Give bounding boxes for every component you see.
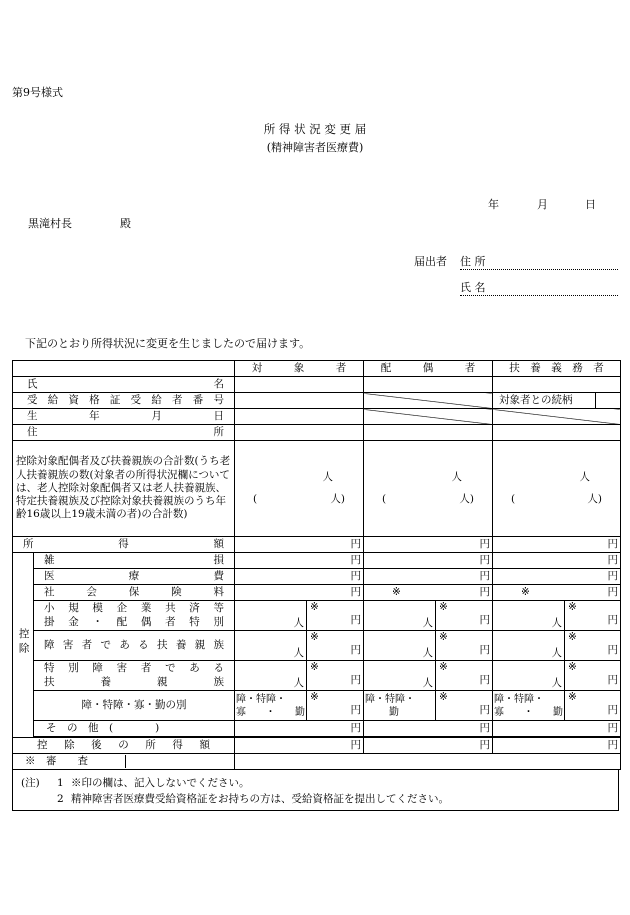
spouse-cert-no-na (364, 393, 493, 409)
supporter-name[interactable] (493, 377, 621, 393)
supporter-other[interactable]: 円 (493, 721, 621, 737)
spouse-paren-open: ( (382, 492, 387, 505)
supporter-social-mark: ※ (521, 585, 530, 598)
spouse-birth-na (364, 409, 493, 425)
date-day: 日 (585, 198, 596, 211)
spouse-social-mark: ※ (392, 585, 401, 598)
supporter-dependents[interactable] (493, 441, 621, 537)
relation-field[interactable] (596, 393, 620, 408)
addressee: 黒滝村長 (28, 217, 72, 230)
name-line[interactable] (460, 295, 618, 296)
note-2: 精神障害者医療費受給資格証をお持ちの方は、受給資格証を提出してください。 (71, 793, 449, 805)
subject-dis-type[interactable]: 障・特障・ 寡 ・ 勤 (235, 691, 307, 721)
spouse-small-biz-count[interactable]: 人 (364, 601, 436, 631)
row-special-dis: 特 別 障 害 者 で あ る 扶 養 親 族 (34, 661, 235, 691)
supporter-dis-amount[interactable]: ※ 円 (565, 691, 621, 721)
supporter-address[interactable] (493, 425, 621, 441)
supporter-dis-type[interactable]: 障・特障・ 寡 ・ 勤 (493, 691, 565, 721)
applicant-address-label: 住 所 (460, 255, 486, 268)
subject-small-biz-amount[interactable]: ※ 円 (307, 601, 364, 631)
note-1-no: 1 (57, 777, 64, 789)
spouse-name[interactable] (364, 377, 493, 393)
spouse-medical[interactable]: 円 (364, 569, 493, 585)
subject-name[interactable] (235, 377, 364, 393)
col-supporter: 扶 養 義 務 者 (493, 361, 621, 377)
applicant-name-label: 氏 名 (460, 281, 486, 294)
subject-birth[interactable] (235, 409, 364, 425)
supporter-small-biz-amount[interactable]: ※ 円 (565, 601, 621, 631)
address-line[interactable] (460, 269, 618, 270)
supporter-paren-close: 人) (587, 492, 602, 505)
row-other: そ の 他 ( ) (34, 721, 235, 737)
row-address: 住 所 (13, 425, 235, 441)
supporter-disabled-count[interactable]: 人 (493, 631, 565, 661)
income-status-table (12, 360, 621, 770)
supporter-income[interactable]: 円 (493, 537, 621, 553)
supporter-after[interactable]: 円 (493, 738, 621, 754)
supporter-small-biz-count[interactable]: 人 (493, 601, 565, 631)
col-subject: 対 象 者 (235, 361, 364, 377)
form-subtitle: (精神障害者医療費) (266, 141, 364, 154)
row-after: 控 除 後 の 所 得 額 (13, 738, 235, 754)
subject-social-ins[interactable]: 円 (235, 585, 364, 601)
spouse-other[interactable]: 円 (364, 721, 493, 737)
applicant-label: 届出者 (414, 255, 447, 268)
relation-label: 対象者との続柄 (493, 393, 596, 408)
spouse-after[interactable]: 円 (364, 738, 493, 754)
spouse-special-amount[interactable]: ※ 円 (436, 661, 493, 691)
note-2-no: 2 (57, 793, 64, 805)
row-misc-loss: 雑 損 (34, 553, 235, 569)
spouse-misc-loss[interactable]: 円 (364, 553, 493, 569)
supporter-special-amount[interactable]: ※ 円 (565, 661, 621, 691)
supporter-special-count[interactable]: 人 (493, 661, 565, 691)
row-income: 所 得 額 (13, 537, 235, 553)
subject-persons: 人 (322, 471, 333, 484)
supporter-misc-loss[interactable]: 円 (493, 553, 621, 569)
notes-label: (注) (21, 777, 40, 789)
subject-address[interactable] (235, 425, 364, 441)
spouse-special-count[interactable]: 人 (364, 661, 436, 691)
intro-text: 下記のとおり所得状況に変更を生じましたので届けます。 (25, 337, 311, 350)
deduction-label: 控除 (13, 553, 34, 738)
subject-cert-no[interactable] (235, 393, 364, 409)
subject-paren-open: ( (253, 492, 258, 505)
spouse-dis-amount[interactable]: ※ 円 (436, 691, 493, 721)
note-1: ※印の欄は、記入しないでください。 (71, 777, 250, 789)
supporter-persons: 人 (579, 471, 590, 484)
row-small-biz: 小 規 模 企 業 共 済 等 掛 金 ・ 配 偶 者 特 別 (34, 601, 235, 631)
row-disabled-dep: 障 害 者 で あ る 扶 養 親 族 (34, 631, 235, 661)
row-dis-type: 障・特障・寡・勤の別 (34, 691, 235, 721)
row-dependents: 控除対象配偶者及び扶養親族の合計数(うち老人扶養親族の数(対象者の所得状況欄については、老人控除対象配偶者又は老人扶養親族、特定扶養親族及び控除対象扶養親族のうち年齢16歳以上19歳未満の者)の合計数) (13, 441, 235, 537)
row-cert-no: 受 給 資 格 証 受 給 者 番 号 (13, 393, 235, 409)
subject-special-count[interactable]: 人 (235, 661, 307, 691)
spouse-social-ins[interactable]: ※ 円 (364, 585, 493, 601)
subject-medical[interactable]: 円 (235, 569, 364, 585)
row-medical: 医 療 費 (34, 569, 235, 585)
subject-dependents[interactable] (235, 441, 364, 537)
spouse-persons: 人 (451, 471, 462, 484)
subject-other[interactable]: 円 (235, 721, 364, 737)
subject-income[interactable]: 円 (235, 537, 364, 553)
col-spouse: 配 偶 者 (364, 361, 493, 377)
date-month: 月 (537, 198, 548, 211)
subject-disabled-amount[interactable]: ※ 円 (307, 631, 364, 661)
supporter-medical[interactable]: 円 (493, 569, 621, 585)
supporter-birth-na (493, 409, 621, 425)
supporter-disabled-amount[interactable]: ※ 円 (565, 631, 621, 661)
subject-after[interactable]: 円 (235, 738, 364, 754)
date-year: 年 (488, 198, 499, 211)
subject-disabled-count[interactable]: 人 (235, 631, 307, 661)
spouse-income[interactable]: 円 (364, 537, 493, 553)
spouse-disabled-amount[interactable]: ※ 円 (436, 631, 493, 661)
subject-special-amount[interactable]: ※ 円 (307, 661, 364, 691)
spouse-small-biz-amount[interactable]: ※ 円 (436, 601, 493, 631)
form-number: 第9号様式 (12, 86, 63, 99)
subject-small-biz-count[interactable]: 人 (235, 601, 307, 631)
row-review: ※ 審 査 (13, 754, 235, 770)
spouse-address[interactable] (364, 425, 493, 441)
review-field (235, 754, 621, 770)
supporter-paren-open: ( (511, 492, 516, 505)
spouse-paren-close: 人) (459, 492, 474, 505)
supporter-social-ins[interactable]: ※ 円 (493, 585, 621, 601)
spouse-disabled-count[interactable]: 人 (364, 631, 436, 661)
row-birth: 生 年 月 日 (13, 409, 235, 425)
subject-misc-loss[interactable]: 円 (235, 553, 364, 569)
honorific: 殿 (120, 217, 131, 230)
form-title: 所 得 状 況 変 更 届 (263, 122, 367, 136)
notes-box (12, 770, 619, 811)
row-name: 氏 名 (13, 377, 235, 393)
subject-paren-close: 人) (330, 492, 345, 505)
spouse-dis-type[interactable]: 障・特障・ 勤 (364, 691, 436, 721)
row-social-ins: 社 会 保 険 料 (34, 585, 235, 601)
subject-dis-amount[interactable]: ※ 円 (307, 691, 364, 721)
spouse-dependents[interactable] (364, 441, 493, 537)
